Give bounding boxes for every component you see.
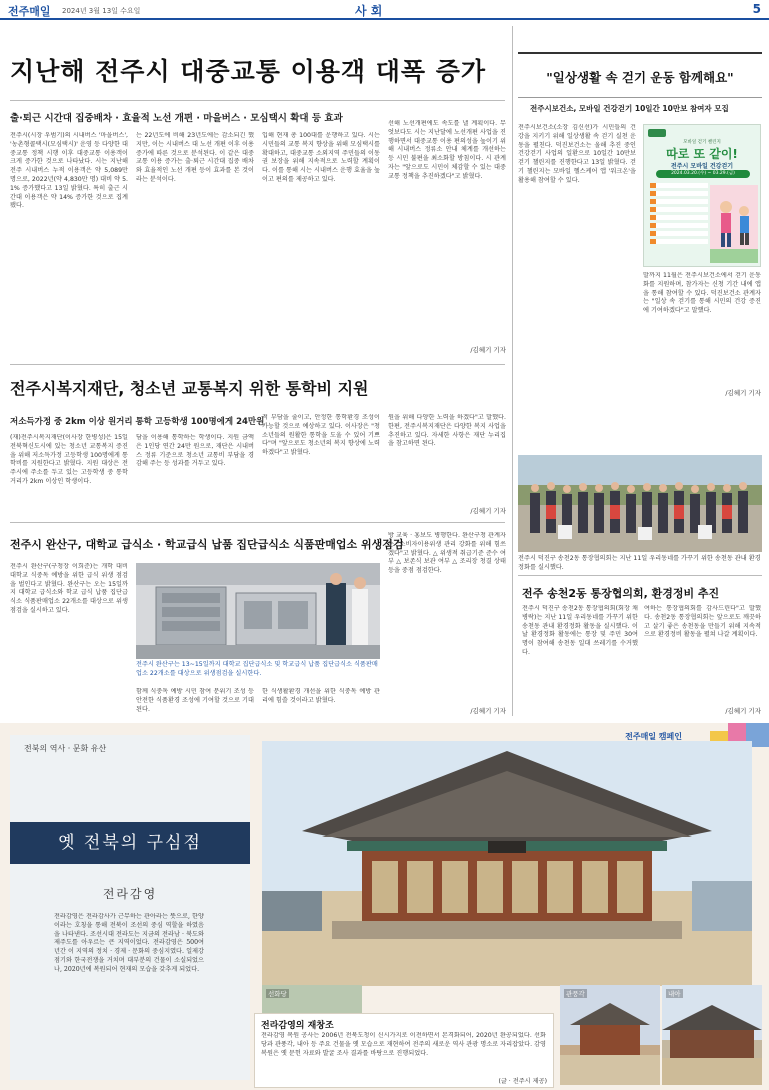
food-col-4: 한 식생활환경 개선을 위한 식중독 예방 관리에 힘쓸 것이라고 밝혔다. [262, 688, 380, 704]
poster-subtitle: 전주시 모바일 건강걷기 [670, 163, 734, 170]
kitchen-photo [136, 563, 380, 659]
palace-photo [262, 731, 752, 986]
issue-date: 2024년 3월 13일 수요일 [62, 7, 141, 15]
kitchen-photo-caption: 전주시 완산구는 13~15일까지 대학교 집단급식소 및 학교급식 납품 집단급식소 식품판매업소 22개소를 대상으로 위생점검을 실시한다. [136, 661, 378, 677]
food-col-2: 방 교육 · 홍보도 병행한다. 완산구청 관계자는 "소비자이용위생 관리 강화를 위해 힘쓰겠다"고 밝혔다. △ 위생적 취급기준 준수 여부 △ 보존식 보관 여부 △ 조리장 청결 상태 등을 중점 점검한다. [388, 532, 506, 575]
divider [10, 100, 505, 101]
jaechangjo-box [254, 1013, 554, 1088]
poster-title: 따로 또 같이! [666, 147, 738, 161]
side-byline: /김혜기 기자 [725, 389, 761, 397]
food-col-1: 전주시 완산구(구청장 이희준)는 개학 대비 대학교 식중독 예방을 위한 급식 위생 점검을 벌인다고 밝혔다. 완산구는 오는 15일까지 대학교 급식소와 학교 급식 납품 집단급식소 식품판매업소 22개소를 대상으로 위생점검을 실시하고 있다. [10, 563, 128, 614]
lead-byline: /김혜기 기자 [470, 346, 506, 354]
page-header [0, 0, 769, 20]
campaign-subject: 전라감영 [102, 887, 158, 901]
seonhwadang-label: 선화당 [268, 990, 287, 998]
divider [10, 364, 505, 365]
side-subtitle: 전주시보건소, 모바일 건강걷기 10일간 10만보 참여자 모집 [530, 104, 729, 113]
food-byline: /김혜기 기자 [470, 707, 506, 715]
column-divider [512, 26, 513, 716]
section-label: 사 회 [355, 4, 383, 18]
lead-col-3: 입해 현재 총 100대를 운행하고 있다. 시는 시민들의 교통 복지 향상을 위해 모심택시를 확대하고, 대중교통 소외지역 주민들의 이동권 보장을 위해 지속적으로 노력할 계획이다. 이를 통해 시는 시내버스 운행 효율을 높이고 편의를 제공하고 있다. [262, 132, 380, 183]
page-number: 5 [752, 2, 761, 16]
gwanpungak-label: 관풍각 [566, 990, 585, 998]
campaign-title: 옛 전북의 구심점 [58, 833, 202, 853]
food-headline: 전주시 완산구, 대학교 급식소 · 학교급식 납품 집단급식소 식품판매업소 위생점검 [10, 538, 404, 551]
divider [10, 522, 505, 523]
campaign-text-box [10, 735, 250, 1080]
tongjang-headline: 전주 송천2동 통장협의회, 환경정비 추진 [522, 587, 720, 600]
group-photo [518, 455, 762, 552]
poster-illustration [710, 185, 758, 263]
poster-info-list [650, 183, 708, 253]
welfare-col-4: 원을 위해 다양한 노력을 하겠다"고 말했다. 한편, 전주시복지재단은 다양한 복지 사업을 추진하고 있다. 자세한 사항은 재단 누리집을 참고하면 된다. [388, 414, 506, 448]
paper-name: 전주매일 [8, 5, 51, 18]
gwanpungak-photo [560, 985, 660, 1085]
campaign-body: 전라감영은 전라감사가 근무하는 관아라는 뜻으로, 한양이라는 호칭을 통해 전북이 조선의 중심 역할을 하였음을 나타낸다. 조선시대 전라도는 지금의 전라남 · 북도와 제주도를 아우르는 큰 지역이었다. 전라감영은 500여 년간 이 지역의 정치 · 경제 · 문화의 중심지였다. 일제강점기와 한국전쟁을 거치며 대부분의 건물이 소실되었으나, 2020년에 복원되어 현재의 모습을 갖추게 되었다. [54, 913, 204, 973]
naea-photo [662, 985, 762, 1085]
welfare-col-1: (재)전주시복지재단(이사장 한병성)은 15일 전북혁신도시에 있는 청소년 교통복지 증진을 위해 저소득가정 고등학생 100명에게 통학비를 지원한다고 밝혔다. 지원 대상은 전주시에 주소를 두고 있는 고등학생 중 통학 거리가 2km 이상인 학생이다. [10, 434, 128, 485]
welfare-subtitle: 저소득가정 중 2km 이상 원거리 통학 고등학생 100명에게 24만원 [10, 417, 265, 427]
side-title: "일상생활 속 걷기 운동 함께해요" [546, 70, 734, 85]
food-col-3: 함께 식중독 예방 시민 참여 분위기 조성 등 안전한 식품환경 조성에 기여할 것으로 기대된다. [136, 688, 254, 713]
jaechangjo-byline: (글 · 전주시 제공) [498, 1078, 547, 1085]
side-title-box [518, 52, 762, 98]
campaign-series: 전북의 역사 · 문화 유산 [24, 744, 107, 753]
lead-col-1: 전주시(시장 우범기)의 시내버스 '마을버스', '농촌형콜택시(모심택시)' 운영 등 다양한 대중교통 정책 시행 이후 대중교통 이용객이 크게 증가한 것으로 나타났다. 시는 지난해 전주 시내버스 누적 이용객은 약 5,089만 명으로, 2022년(약 4,830만 명) 대비 약 5.1% 증가했다고 13일 밝혔다. 특히 출근 시간대 이용객은 약 14% 증가한 것으로 집계됐다. [10, 132, 128, 210]
poster-tag: 모바일 걷기 챌린지 [683, 140, 721, 145]
campaign-label: 전주매일 캠페인 [625, 732, 682, 741]
welfare-col-3: 적 부담을 줄이고, 안정한 통학환경 조성이 가능할 것으로 예상하고 있다. 이사장은 "청소년들의 원활한 통학을 도울 수 있어 기쁘다"며 "앞으로도 청소년의 복지 향상에 노력하겠다"고 밝혔다. [262, 414, 380, 457]
naea-label: 내아 [668, 990, 681, 998]
tongjang-col-2: 여하는 통장협의회를 감사드린다"고 말했다. 송천2동 통장협의회는 앞으로도 깨끗하고 살기 좋은 송천동을 만들기 위해 지속적으로 환경정비 활동을 펼쳐 나갈 계획이다. [644, 605, 761, 639]
poster-logo [648, 129, 666, 137]
side-col-2: 말까지 11월은 전주시보건소에서 걷기 운동화를 지원하며, 참가자는 신청 기간 내에 앱을 통해 참여할 수 있다. 덕진보건소 관계자는 "일상 속 걷기를 통해 시민의 건강 증진에 기여하겠다"고 말했다. [643, 272, 761, 315]
tongjang-byline: /김혜기 기자 [725, 707, 761, 715]
lead-col-4: 선해 노선개편에도 속도를 낼 계획이다. 무엇보다도 시는 지난달에 노선개편 사업을 진행하면서 대중교통 이용 편의성을 높이기 위해 시내버스 정류소 안내 체계를 개선하는 등 시민 불편을 최소화할 방침이다. 시 관계자는 "앞으로도 시민이 체감할 수 있는 대중교통 정책을 추진하겠다"고 밝혔다. [388, 120, 506, 180]
welfare-headline: 전주시복지재단, 청소년 교통복지 위한 통학비 지원 [10, 379, 369, 398]
divider [518, 575, 762, 576]
jaechangjo-title: 전라감영의 재창조 [261, 1021, 334, 1031]
side-col-1: 전주시보건소(소장 김신선)가 시민들의 건강을 지키기 위해 일상생활 속 걷기 실천 운동을 펼친다. 덕진보건소는 올해 추진 중인 건강걷기 사업의 일환으로 10일간 10만보 걷기 챌린지를 진행한다고 13일 밝혔다. 걷기 챌린지는 모바일 헬스케어 앱 '워크온'을 활용해 참여할 수 있다. [518, 124, 636, 184]
welfare-col-2: 담을 이용해 통학하는 학생이다. 지원 금액은 1인당 연간 24만 원으로, 재단은 시내버스 정류 기준으로 청소년 교통비 부담을 경감해 주는 등 성과를 거두고 있다. [136, 434, 254, 468]
lead-headline: 지난해 전주시 대중교통 이용객 대폭 증가 [10, 57, 487, 86]
campaign-title-bar [10, 822, 250, 864]
tongjang-col-1: 전주시 덕진구 송천2동 통장협의회(회장 채병락)는 지난 11일 우리동네를 가꾸기 위한 송천동 관내 환경정화 활동을 실시했다. 이날 환경정화 활동에는 통장 및 주민 30여 명이 참여해 송천동 일대 쓰레기를 수거했다. [522, 605, 638, 656]
lead-subtitle: 출·퇴근 시간대 집중배차 · 효율적 노선 개편 · 마을버스 · 모심택시 확대 등 효과 [10, 113, 343, 124]
jaechangjo-body: 전라감영 복원 공사는 2006년 전북도청이 신시가지로 이전하면서 본격화되어, 2020년 완공되었다. 선화당과 관풍각, 내아 등 주요 건물을 옛 모습으로 재현하여 전주의 새로운 역사 관광 명소로 자리잡았다. 감영 복원은 옛 문헌 자료와 발굴 조사 결과를 바탕으로 진행되었다. [261, 1032, 546, 1057]
campaign-panel [0, 723, 769, 1090]
poster-dates: 2024.03.20.(수) ~ 03.29.(금) [656, 170, 750, 178]
group-photo-caption: 전주시 덕진구 송천2동 통장협의회는 지난 11일 우리동네를 가꾸기 위한 송천동 관내 환경정화를 실시했다. [518, 555, 761, 571]
welfare-byline: /김혜기 기자 [470, 507, 506, 515]
lead-col-2: 는 22년도에 비해 23년도에는 감소되긴 했지만, 이는 시내버스 대 노선 개편 이후 이용 증가에 따른 것으로 분석된다. 이 같은 대중교통 이용 증가는 출·퇴근 시간대 집중 배차와 효율적인 노선 개편 등이 효과를 본 것이라는 분석이다. [136, 132, 254, 183]
walking-poster [643, 124, 761, 267]
